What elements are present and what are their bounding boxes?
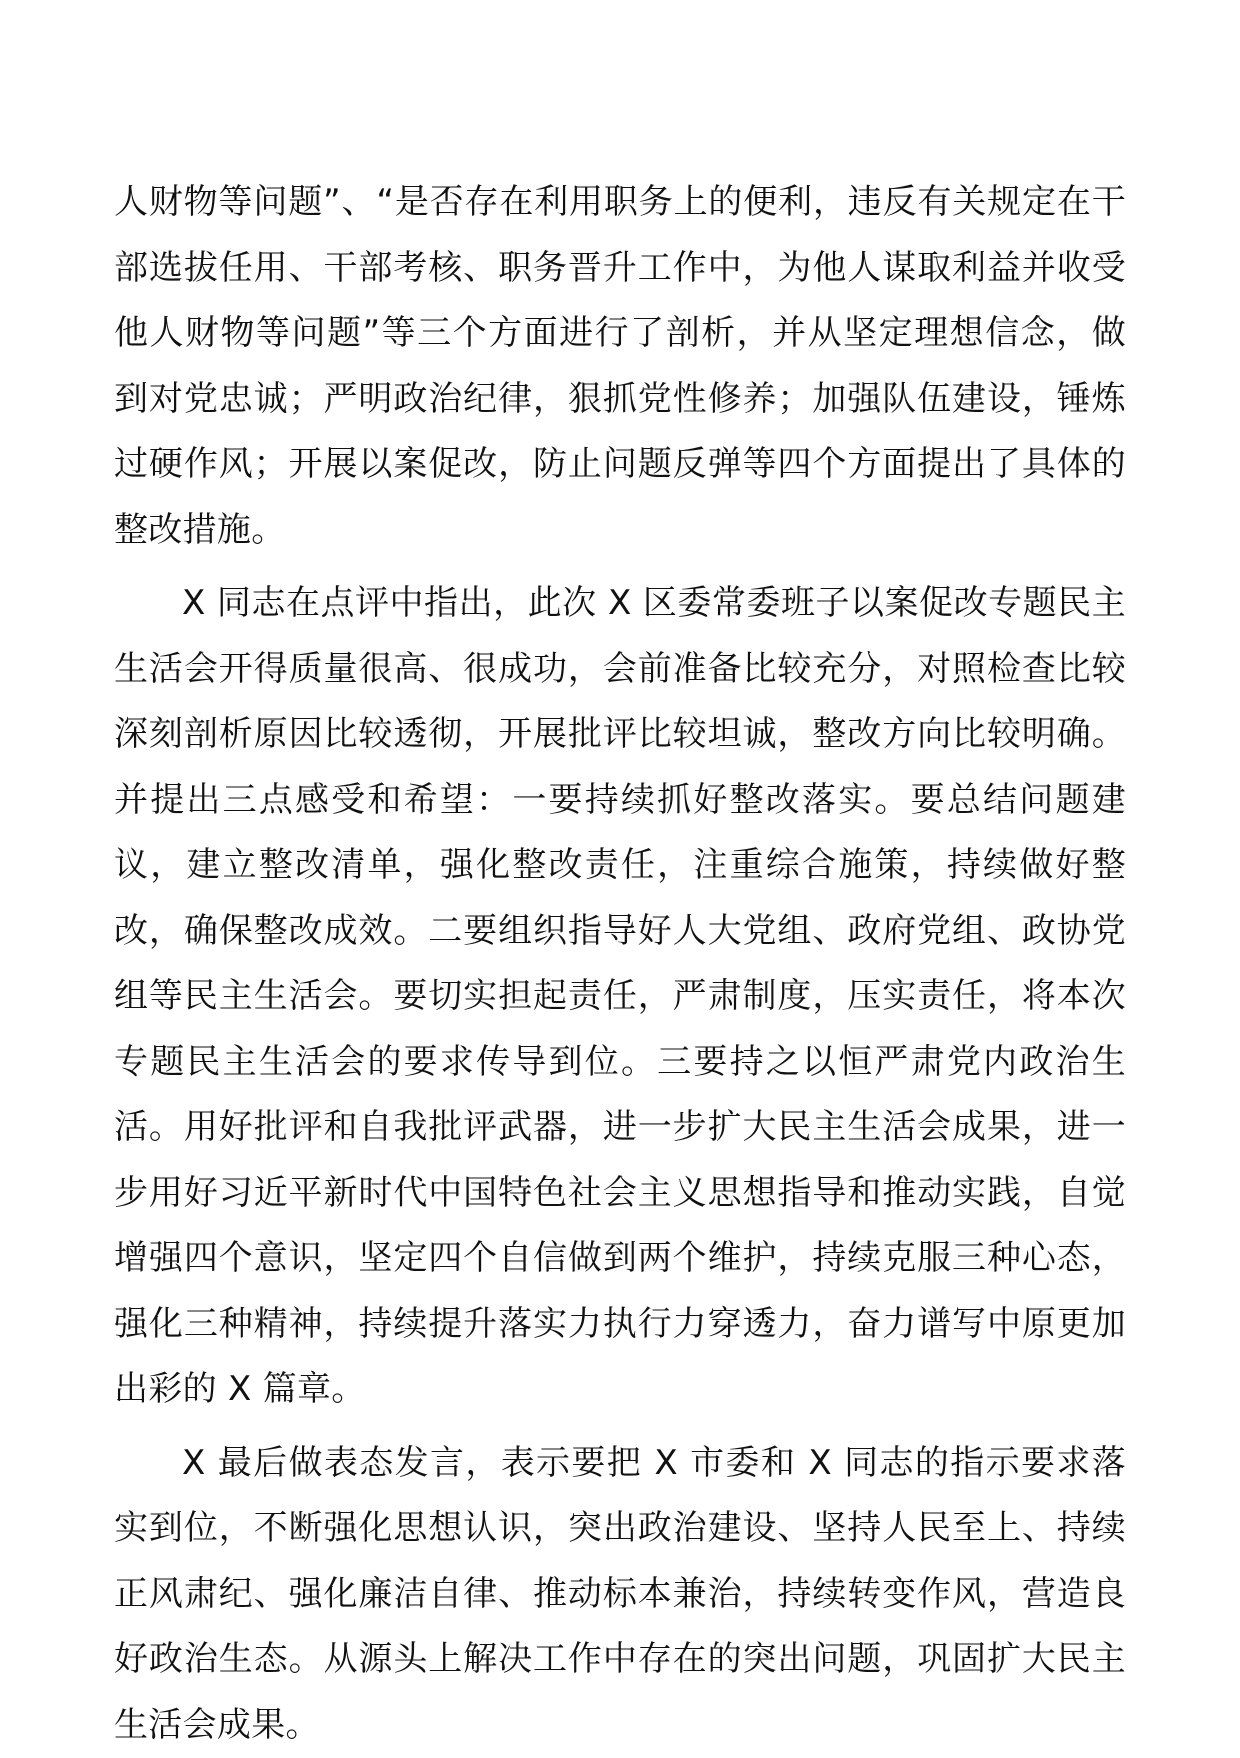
paragraph-comment: X 同志在点评中指出，此次 X 区委常委班子以案促改专题民主生活会开得质量很高、很成功，会前准备比较充分，对照检查比较深刻剖析原因比较透彻，开展批评比较坦诚，整改方向比较明确。并提出三点感受和希望：一要持续抓好整改落实。要总结问题建议，建立整改清单，强化整改责任，注重综合施策，持续做好整改，确保整改成效。二要组织指导好人大党组、政府党组、政协党组等民主生活会。要切实担起责任，严肃制度，压实责任，将本次专题民主生活会的要求传导到位。三要持之以恒严肃党内政治生活。用好批评和自我批评武器，进一步扩大民主生活会成果，进一步用好习近平新时代中国特色社会主义思想指导和推动实践，自觉增强四个意识，坚定四个自信做到两个维护，持续克服三种心态，强化三种精神，持续提升落实力执行力穿透力，奋力谱写中原更加出彩的 X 篇章。 [114, 571, 1126, 1423]
document-body [114, 170, 1126, 1758]
paragraph-continuation: 人财物等问题”、“是否存在利用职务上的便利，违反有关规定在干部选拔任用、干部考核、职务晋升工作中，为他人谋取利益并收受他人财物等问题”等三个方面进行了剖析，并从坚定理想信念，做到对党忠诚；严明政治纪律，狠抓党性修养；加强队伍建设，锤炼过硬作风；开展以案促改，防止问题反弹等四个方面提出了具体的整改措施。 [114, 170, 1126, 563]
paragraph-statement: X 最后做表态发言，表示要把 X 市委和 X 同志的指示要求落实到位，不断强化思想认识，突出政治建设、坚持人民至上、持续正风肃纪、强化廉洁自律、推动标本兼治，持续转变作风，营造良好政治生态。从源头上解决工作中存在的突出问题，巩固扩大民主生活会成果。 [114, 1431, 1126, 1758]
